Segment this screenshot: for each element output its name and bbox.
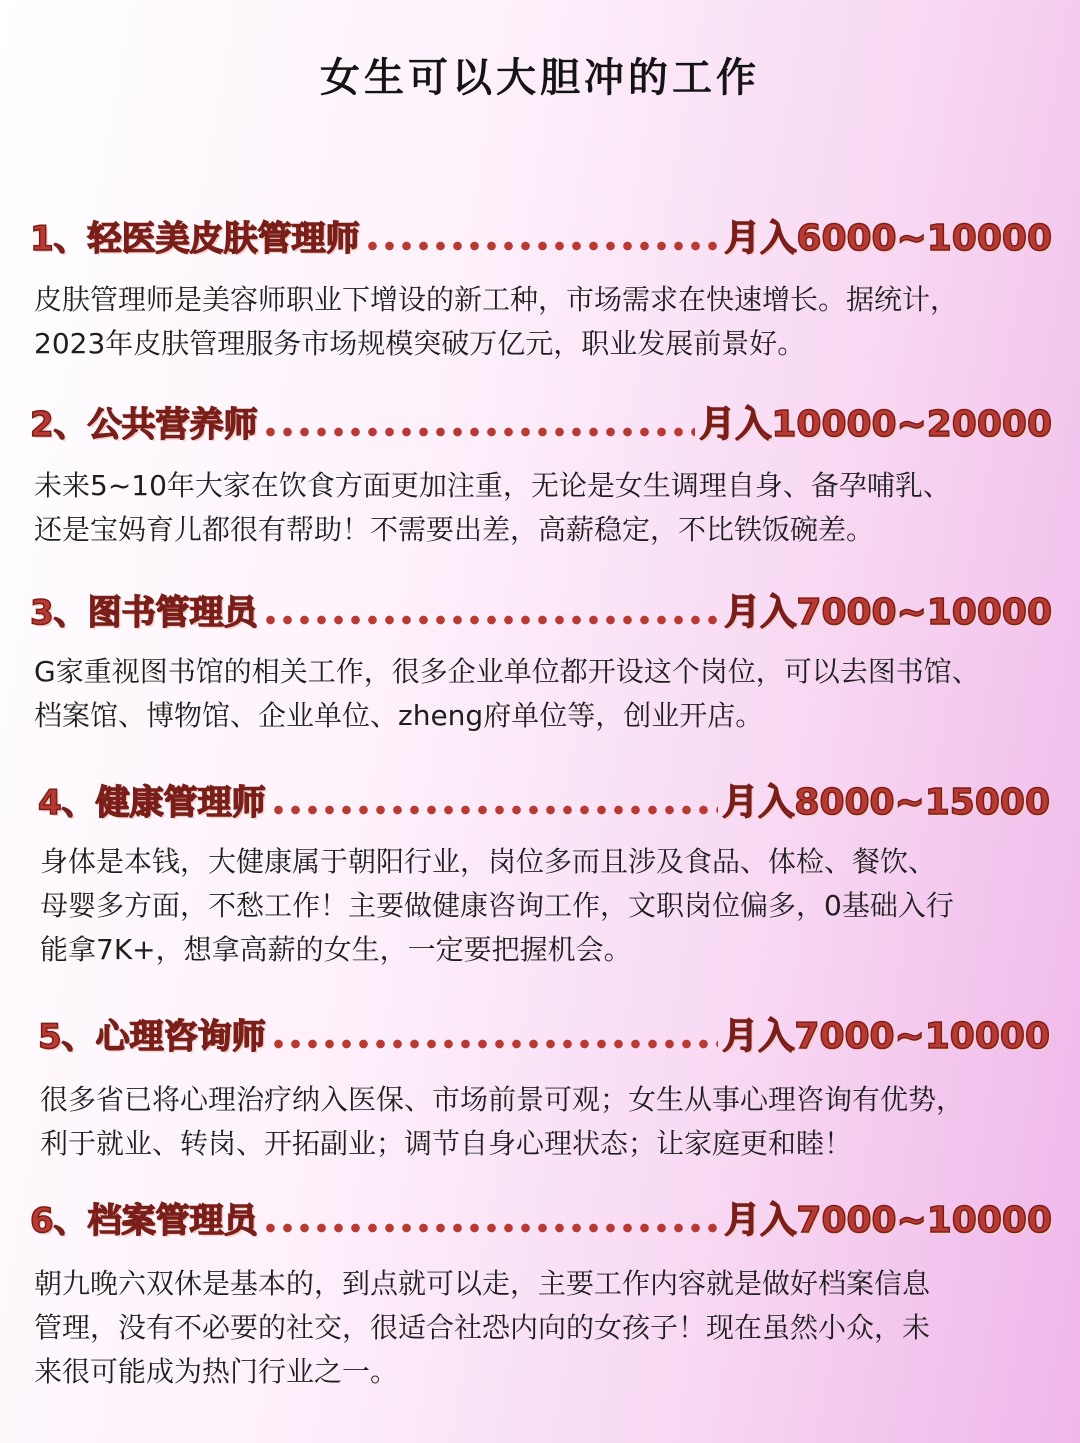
description-line: 能拿7K+，想拿高薪的女生，一定要把握机会。 (40, 933, 632, 966)
description-line: 档案馆、博物馆、企业单位、zheng府单位等，创业开店。 (34, 699, 764, 732)
job-number: 6、 (30, 1201, 88, 1241)
dot-leader (364, 240, 721, 252)
description-line: 母婴多方面，不愁工作！主要做健康咨询工作，文职岗位偏多，0基础入行 (40, 889, 954, 922)
job-heading (38, 780, 1050, 826)
description-line: 很多省已将心理治疗纳入医保、市场前景可观；女生从事心理咨询有优势， (40, 1083, 965, 1116)
job-salary: 月入7000~10000 (724, 1200, 1052, 1241)
job-salary: 月入7000~10000 (722, 1016, 1050, 1057)
description-line: 来很可能成为热门行业之一。 (34, 1355, 399, 1388)
job-name: 心理咨询师 (95, 1017, 266, 1057)
job-description (40, 1078, 1058, 1166)
job-description (34, 464, 1058, 552)
job-description (34, 1262, 1058, 1394)
job-name: 档案管理员 (87, 1201, 258, 1241)
dot-leader (270, 1038, 719, 1050)
job-number: 2、 (30, 405, 88, 445)
job-description (40, 840, 1058, 972)
job-name: 健康管理师 (95, 783, 266, 823)
description-line: 朝九晚六双休是基本的，到点就可以走，主要工作内容就是做好档案信息 (34, 1267, 931, 1300)
job-description (34, 650, 1058, 738)
job-number: 3、 (30, 593, 88, 633)
description-line: 皮肤管理师是美容师职业下增设的新工种，市场需求在快速增长。据统计， (34, 283, 959, 316)
job-heading (30, 402, 1052, 448)
job-name: 轻医美皮肤管理师 (87, 219, 360, 259)
job-number: 4、 (38, 783, 96, 823)
job-salary: 月入6000~10000 (724, 218, 1052, 259)
job-heading (30, 216, 1052, 262)
job-number: 1、 (30, 219, 88, 259)
dot-leader (270, 804, 719, 816)
job-number: 5、 (38, 1017, 96, 1057)
description-line: 利于就业、转岗、开拓副业；调节自身心理状态；让家庭更和睦！ (40, 1127, 853, 1160)
description-line: 还是宝妈育儿都很有帮助！不需要出差，高薪稳定，不比铁饭碗差。 (34, 513, 875, 546)
dot-leader (262, 1222, 721, 1234)
job-salary: 月入8000~15000 (722, 782, 1050, 823)
description-line: 2023年皮肤管理服务市场规模突破万亿元，职业发展前景好。 (34, 327, 806, 360)
job-salary: 月入10000~20000 (699, 404, 1052, 445)
job-heading (30, 1198, 1052, 1244)
description-line: 管理，没有不必要的社交，很适合社恐内向的女孩子！现在虽然小众，未 (34, 1311, 931, 1344)
job-description (34, 278, 1058, 366)
job-name: 图书管理员 (87, 593, 258, 633)
job-name: 公共营养师 (87, 405, 258, 445)
description-line: 身体是本钱，大健康属于朝阳行业，岗位多而且涉及食品、体检、餐饮、 (40, 845, 937, 878)
job-heading (30, 590, 1052, 636)
dot-leader (262, 614, 721, 626)
dot-leader (262, 426, 696, 438)
description-line: G家重视图书馆的相关工作，很多企业单位都开设这个岗位，可以去图书馆、 (34, 655, 980, 688)
job-heading (38, 1014, 1050, 1060)
page-title: 女生可以大胆冲的工作 (320, 55, 760, 101)
job-salary: 月入7000~10000 (724, 592, 1052, 633)
description-line: 未来5~10年大家在饮食方面更加注重，无论是女生调理自身、备孕哺乳、 (34, 469, 951, 502)
